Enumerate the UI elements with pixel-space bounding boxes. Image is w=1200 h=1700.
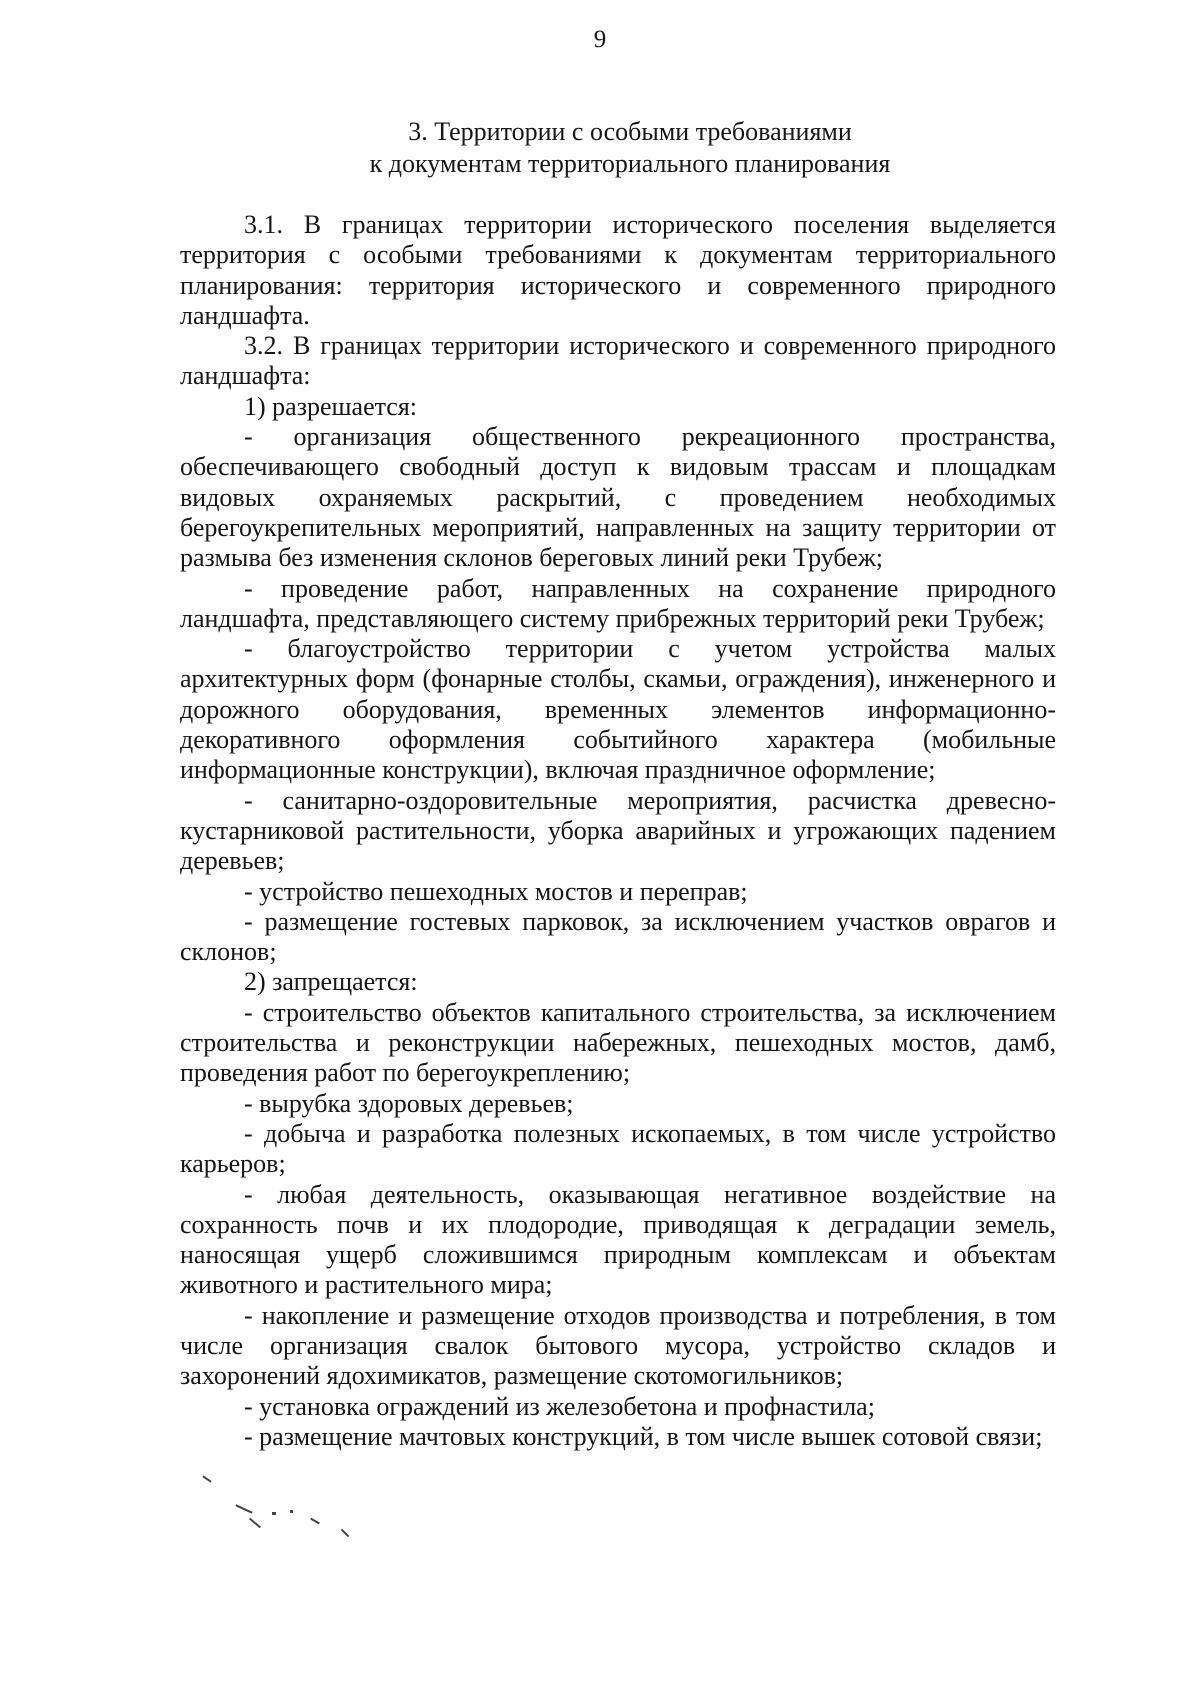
allowed-item: - размещение гостевых парковок, за исключением участков оврагов и склонов; bbox=[180, 906, 1056, 967]
allowed-item: - благоустройство территории с учетом устройства малых архитектурных форм (фонарные столбы, скамьи, ограждения), инженерного и дорожного оборудования, временных элементов информационно-декоративного оформления событийного характера (мобильные информационные конструкции), включая праздничное оформление; bbox=[180, 634, 1056, 785]
paragraph-3-2: 3.2. В границах территории исторического и современного природного ландшафта: bbox=[180, 331, 1056, 391]
allowed-item: - проведение работ, направленных на сохранение природного ландшафта, представляющего систему прибрежных территорий реки Трубеж; bbox=[180, 573, 1056, 633]
scan-speck bbox=[310, 1518, 320, 1525]
paragraph-3-1: 3.1. В границах территории исторического поселения выделяется территория с особыми требованиями к документам территориального планирования: территория исторического и современного природного ландшафта. bbox=[180, 210, 1056, 330]
allowed-item: - санитарно-оздоровительные мероприятия, расчистка древесно-кустарниковой растительности, уборка аварийных и угрожающих падением деревьев; bbox=[180, 785, 1056, 876]
page-number: 9 bbox=[593, 26, 607, 53]
scan-speck bbox=[272, 1512, 276, 1515]
section-title bbox=[180, 116, 1080, 180]
scan-speck bbox=[202, 1475, 211, 1482]
forbidden-item: - установка ограждений из железобетона и профнастила; bbox=[244, 1391, 875, 1421]
allowed-heading: 1) разрешается: bbox=[244, 391, 418, 421]
forbidden-item: - размещение мачтовых конструкций, в том числе вышек сотовой связи; bbox=[244, 1421, 1043, 1451]
forbidden-item: - вырубка здоровых деревьев; bbox=[244, 1088, 574, 1118]
forbidden-item: - строительство объектов капитального строительства, за исключением строительства и реконструкции набережных, пешеходных мостов, дамб, проведения работ по берегоукреплению; bbox=[180, 997, 1056, 1088]
allowed-item: - организация общественного рекреационного пространства, обеспечивающего свободный доступ к видовым трассам и площадкам видовых охраняемых раскрытий, с проведением необходимых берегоукрепительных мероприятий, направленных на защиту территории от размыва без изменения склонов береговых линий реки Трубеж; bbox=[180, 422, 1056, 573]
forbidden-heading: 2) запрещается: bbox=[244, 967, 418, 997]
allowed-item: - устройство пешеходных мостов и переправ; bbox=[244, 876, 748, 906]
section-title-line-2: к документам территориального планирования bbox=[369, 149, 891, 178]
scan-speck bbox=[341, 1529, 349, 1537]
scan-speck bbox=[249, 1518, 261, 1529]
scan-speck bbox=[235, 1504, 252, 1513]
document-body bbox=[180, 210, 1056, 1452]
forbidden-item: - накопление и размещение отходов производства и потребления, в том числе организация свалок бытового мусора, устройство складов и захоронений ядохимикатов, размещение скотомогильников; bbox=[180, 1300, 1056, 1391]
section-title-line-1: 3. Территории с особыми требованиями bbox=[408, 117, 852, 146]
forbidden-item: - добыча и разработка полезных ископаемых, в том числе устройство карьеров; bbox=[180, 1118, 1056, 1179]
scan-artifacts bbox=[190, 1470, 390, 1590]
forbidden-item: - любая деятельность, оказывающая негативное воздействие на сохранность почв и их плодородие, приводящая к деградации земель, наносящая ущерб сложившимся природным комплексам и объектам животного и растительного мира; bbox=[180, 1179, 1056, 1300]
scan-speck bbox=[290, 1510, 293, 1513]
